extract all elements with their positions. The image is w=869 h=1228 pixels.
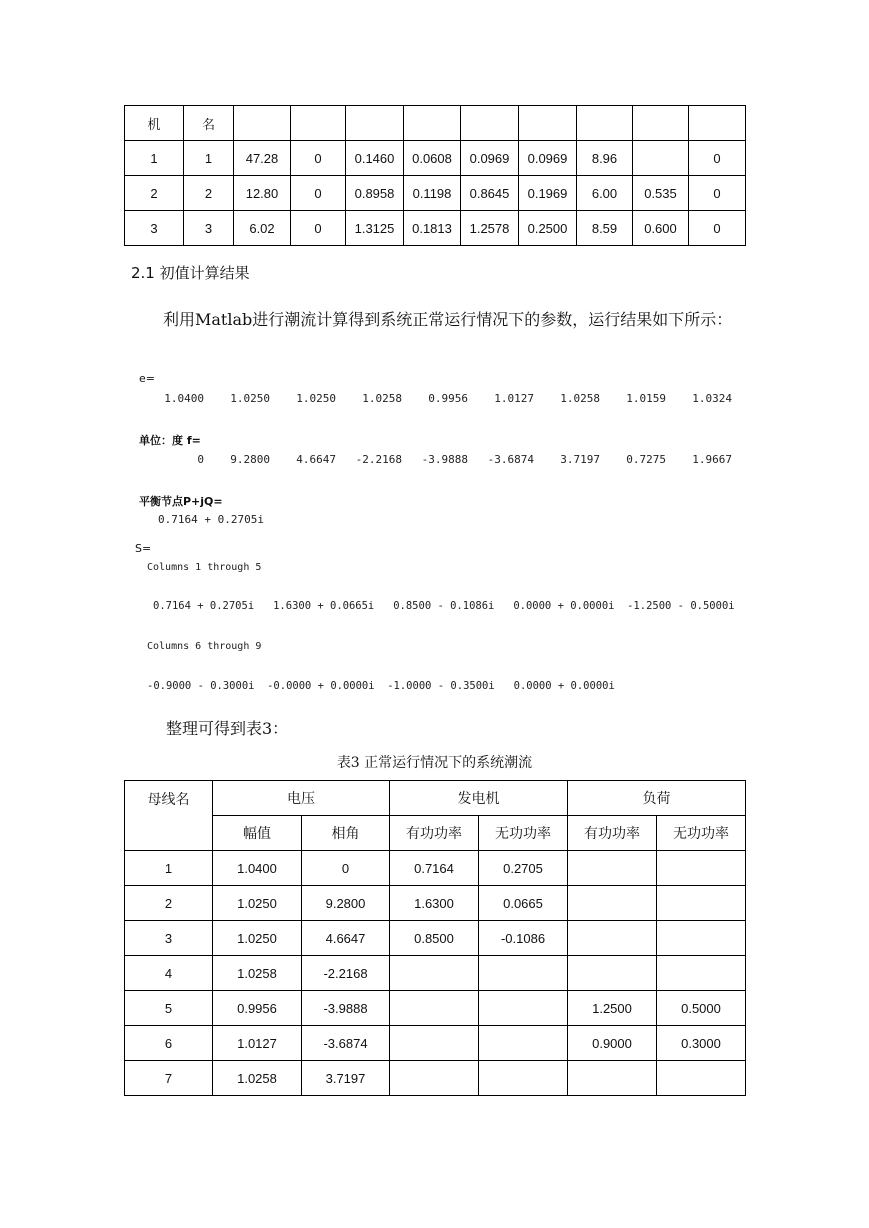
table-cell: [479, 991, 568, 1026]
matlab-value: 0.9956: [428, 392, 468, 405]
table-cell: [479, 1026, 568, 1061]
table-cell: 9.2800: [302, 886, 390, 921]
table-cell: 0.1813: [404, 211, 461, 246]
group-header-load: 负荷: [568, 781, 746, 816]
table-cell: 1.6300: [390, 886, 479, 921]
matlab-value: 1.0324: [692, 392, 732, 405]
table-cell: 8.59: [577, 211, 633, 246]
table-row: [125, 956, 746, 991]
intro-paragraph: [131, 300, 747, 340]
table-cell: 1: [125, 851, 213, 886]
table-cell: [657, 1061, 746, 1096]
f-label: 单位：度 f=: [139, 434, 201, 447]
table-cell: 0: [291, 141, 346, 176]
matlab-value: 1.0400: [164, 392, 204, 405]
table-cell: 1.3125: [346, 211, 404, 246]
matlab-value: 3.7197: [560, 453, 600, 466]
table-cell: 1.0250: [213, 921, 302, 956]
summary-line: 整理可得到表3：: [166, 719, 289, 738]
table-row: [125, 991, 746, 1026]
s-row-1: 0.7164 + 0.2705i 1.6300 + 0.0665i 0.8500 - 0.1086i 0.0000 + 0.0000i -1.2500 - 0.5000i: [153, 600, 735, 612]
table-cell: 3: [184, 211, 234, 246]
table-cell: 0: [302, 851, 390, 886]
table-cell: 2: [184, 176, 234, 211]
table-row: [125, 851, 746, 886]
table-cell: [404, 106, 461, 141]
table-cell: [689, 106, 746, 141]
table-cell: 机: [125, 106, 184, 141]
table-cell: 0.2705: [479, 851, 568, 886]
table-cell: 7: [125, 1061, 213, 1096]
table-cell: [390, 991, 479, 1026]
table-cell: 0.2500: [519, 211, 577, 246]
table-cell: 47.28: [234, 141, 291, 176]
sub-header-angle: 相角: [302, 816, 390, 851]
power-flow-table: [124, 780, 746, 1096]
table-cell: 6: [125, 1026, 213, 1061]
table-cell: 1.0250: [213, 886, 302, 921]
table-cell: -3.6874: [302, 1026, 390, 1061]
f-values-row: [138, 453, 732, 466]
table-cell: 3: [125, 921, 213, 956]
table-cell: [568, 956, 657, 991]
e-values-row: [138, 392, 732, 405]
table-cell: 0: [689, 176, 746, 211]
table-cell: 6.02: [234, 211, 291, 246]
sub-header-gen-reactive: 无功功率: [479, 816, 568, 851]
table-cell: 0.5000: [657, 991, 746, 1026]
table-cell: 0.1969: [519, 176, 577, 211]
table-cell: 0.7164: [390, 851, 479, 886]
table-cell: [568, 921, 657, 956]
table-cell: 0.9000: [568, 1026, 657, 1061]
table-cell: 0.9956: [213, 991, 302, 1026]
table-cell: 0: [291, 176, 346, 211]
table-cell: 12.80: [234, 176, 291, 211]
table-cell: [390, 1026, 479, 1061]
table-cell: [633, 106, 689, 141]
table-cell: [390, 1061, 479, 1096]
table-cell: 1.2578: [461, 211, 519, 246]
s-row-2: -0.9000 - 0.3000i -0.0000 + 0.0000i -1.0000 - 0.3500i 0.0000 + 0.0000i: [147, 680, 615, 692]
sub-header-gen-active: 有功功率: [390, 816, 479, 851]
matlab-value: 1.0258: [362, 392, 402, 405]
sub-header-load-reactive: 无功功率: [657, 816, 746, 851]
table-cell: [568, 886, 657, 921]
table-cell: 0.0969: [461, 141, 519, 176]
table-cell: -0.1086: [479, 921, 568, 956]
matlab-value: 0.7275: [626, 453, 666, 466]
table-cell: [577, 106, 633, 141]
columns-6-9-label: Columns 6 through 9: [147, 641, 262, 652]
table-cell: [568, 1061, 657, 1096]
table-cell: 8.96: [577, 141, 633, 176]
table-cell: 0.1460: [346, 141, 404, 176]
table-cell: 0: [689, 141, 746, 176]
table-cell: [234, 106, 291, 141]
table-row: [125, 141, 746, 176]
matlab-value: 9.2800: [230, 453, 270, 466]
table-cell: 0.8500: [390, 921, 479, 956]
table-cell: [479, 956, 568, 991]
table-cell: [390, 956, 479, 991]
table-cell: 1.0127: [213, 1026, 302, 1061]
table-cell: [657, 851, 746, 886]
matlab-value: 1.0250: [230, 392, 270, 405]
table-cell: 1: [184, 141, 234, 176]
table-cell: 1.2500: [568, 991, 657, 1026]
table-cell: 1.0258: [213, 956, 302, 991]
table-cell: 4: [125, 956, 213, 991]
table-cell: 2: [125, 886, 213, 921]
intro-paragraph-text: 利用Matlab进行潮流计算得到系统正常运行情况下的参数，运行结果如下所示：: [163, 310, 733, 329]
table-cell: [633, 141, 689, 176]
table-cell: 4.6647: [302, 921, 390, 956]
table-row: [125, 211, 746, 246]
table-cell: 0.8645: [461, 176, 519, 211]
matlab-value: 1.0258: [560, 392, 600, 405]
matlab-value: -2.2168: [355, 453, 402, 466]
table-cell: 名: [184, 106, 234, 141]
columns-1-5-label: Columns 1 through 5: [147, 562, 262, 573]
table-cell: 0: [689, 211, 746, 246]
sub-header-amplitude: 幅值: [213, 816, 302, 851]
table-cell: -2.2168: [302, 956, 390, 991]
generator-table: [124, 105, 746, 246]
col-header-bus: 母线名: [125, 781, 213, 851]
sub-header-load-active: 有功功率: [568, 816, 657, 851]
table-cell: 1.0258: [213, 1061, 302, 1096]
table-cell: [291, 106, 346, 141]
matlab-value: 1.0250: [296, 392, 336, 405]
table-cell: 3.7197: [302, 1061, 390, 1096]
balance-value: 0.7164 + 0.2705i: [158, 513, 264, 526]
table-cell: 5: [125, 991, 213, 1026]
table-cell: 0: [291, 211, 346, 246]
matlab-value: 1.9667: [692, 453, 732, 466]
matlab-value: 0: [197, 453, 204, 466]
table-row: [125, 886, 746, 921]
table-row: [125, 176, 746, 211]
table-cell: 1: [125, 141, 184, 176]
table-cell: [519, 106, 577, 141]
table3-caption: 表3 正常运行情况下的系统潮流: [336, 755, 533, 771]
table-cell: 0.8958: [346, 176, 404, 211]
s-label: S=: [135, 542, 152, 555]
table-cell: [479, 1061, 568, 1096]
table-cell: [657, 956, 746, 991]
matlab-value: 4.6647: [296, 453, 336, 466]
table-cell: [461, 106, 519, 141]
table-cell: [657, 886, 746, 921]
matlab-value: 1.0159: [626, 392, 666, 405]
table-cell: 0.0969: [519, 141, 577, 176]
group-header-voltage: 电压: [213, 781, 390, 816]
table-row: [125, 1026, 746, 1061]
group-header-generator: 发电机: [390, 781, 568, 816]
balance-label: 平衡节点P+jQ=: [139, 495, 223, 508]
table-cell: 3: [125, 211, 184, 246]
matlab-value: 1.0127: [494, 392, 534, 405]
table-cell: 0.535: [633, 176, 689, 211]
table-cell: 0.1198: [404, 176, 461, 211]
table-cell: 0.0665: [479, 886, 568, 921]
table-cell: 0.0608: [404, 141, 461, 176]
e-label: e=: [139, 372, 155, 385]
section-heading: 2.1 初值计算结果: [131, 264, 250, 282]
table-cell: [346, 106, 404, 141]
table-cell: 0.600: [633, 211, 689, 246]
table-cell: 2: [125, 176, 184, 211]
table-cell: 6.00: [577, 176, 633, 211]
matlab-value: -3.6874: [487, 453, 534, 466]
table-cell: [568, 851, 657, 886]
table-cell: [657, 921, 746, 956]
matlab-value: -3.9888: [421, 453, 468, 466]
table-row: [125, 1061, 746, 1096]
table-cell: 1.0400: [213, 851, 302, 886]
table-cell: 0.3000: [657, 1026, 746, 1061]
table-row: [125, 106, 746, 141]
table-cell: -3.9888: [302, 991, 390, 1026]
table-row: [125, 921, 746, 956]
